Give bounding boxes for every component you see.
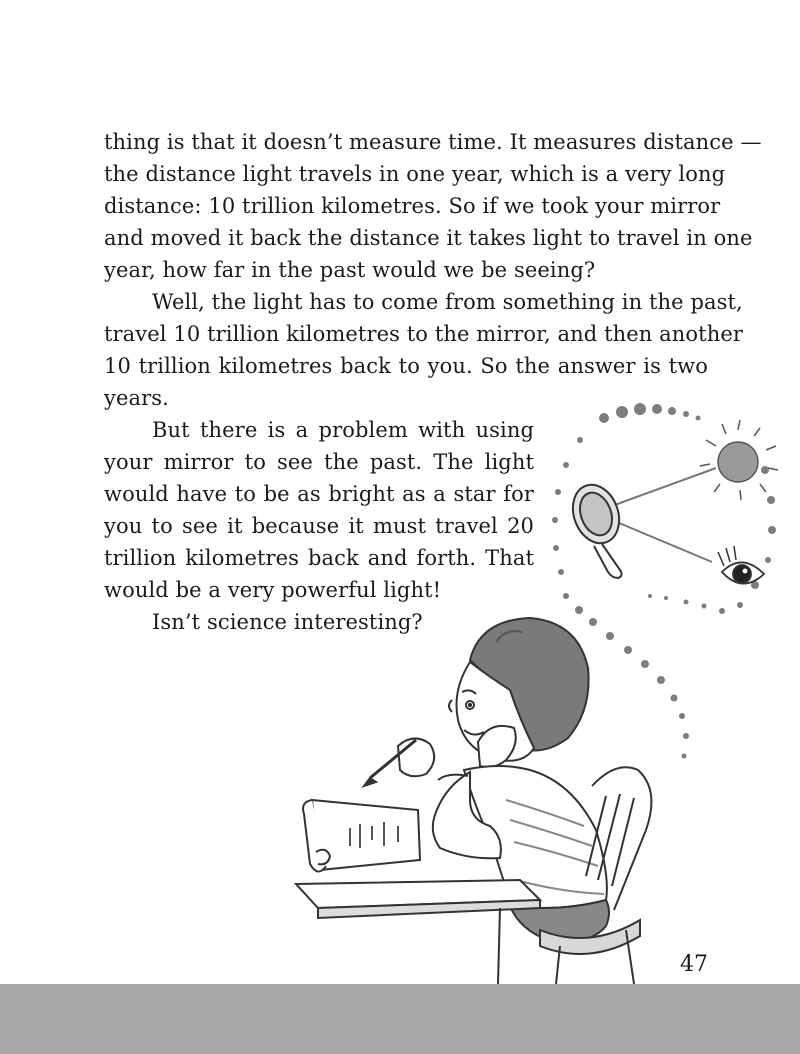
text-line: the distance light travels in one year, which is a very long	[104, 162, 726, 186]
text-line: 10 trillion kilometres back to you. So the answer is two	[104, 354, 708, 378]
paper-scroll	[303, 800, 420, 872]
desk	[296, 880, 540, 984]
text-line: year, how far in the past would we be seeing?	[104, 258, 596, 282]
text-line: Well, the light has to come from something in the past,	[152, 290, 743, 314]
text-line: would have to be as bright as a star for	[104, 482, 534, 506]
text-line: trillion kilometres back and forth. That	[104, 546, 534, 570]
eye-icon	[718, 546, 764, 584]
sun-icon	[700, 420, 778, 500]
text-line: Isn’t science interesting?	[152, 610, 423, 634]
text-line: years.	[104, 386, 169, 410]
text-line: thing is that it doesn’t measure time. It measures distance —	[104, 130, 762, 154]
text-line: you to see it because it must travel 20	[104, 514, 534, 538]
text-line: distance: 10 trillion kilometres. So if we took your mirror	[104, 194, 721, 218]
text-line: and moved it back the distance it takes light to travel in one	[104, 226, 753, 250]
mirror-icon	[565, 478, 627, 578]
page-number: 47	[680, 952, 708, 977]
text-line: travel 10 trillion kilometres to the mirror, and then another	[104, 322, 743, 346]
footer-band	[0, 984, 800, 1054]
text-line: But there is a problem with using	[152, 418, 534, 442]
text-line: would be a very powerful light!	[104, 578, 442, 602]
text-line: your mirror to see the past. The light	[104, 450, 534, 474]
